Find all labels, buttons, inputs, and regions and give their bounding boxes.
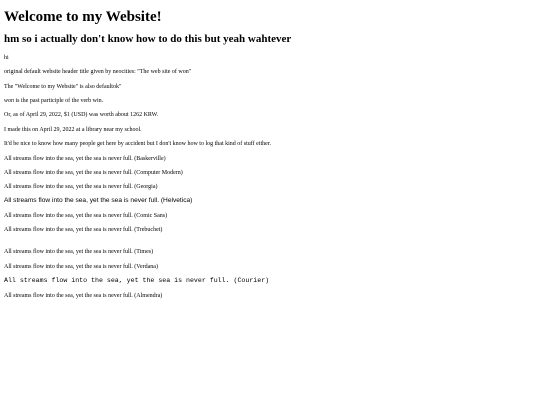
- won-word: won: [4, 98, 15, 104]
- paragraph-visitor-logging: It'd be nice to know how many people get here by accident but I don't know how to log that kind of stuff either.: [4, 141, 271, 147]
- sample-verdana: All streams flow into the sea, yet the sea is never full. (Verdana): [4, 264, 158, 270]
- sample-computer-modern: All streams flow into the sea, yet the sea is never full. (Computer Modern): [4, 170, 183, 176]
- sample-times: All streams flow into the sea, yet the sea is never full. (Times): [4, 249, 154, 255]
- paragraph-exchange-rate: Or, as of April 29, 2022, $1 (USD) was worth about 1262 KRW.: [4, 112, 159, 118]
- sample-courier: All streams flow into the sea, yet the sea is never full. (Courier): [4, 277, 270, 284]
- paragraph-neocities-title: original default website header title given by neocities: "The web site of won": [4, 69, 192, 75]
- paragraph-made-at-library: I made this on April 29, 2022 at a library near my school.: [4, 127, 142, 133]
- page-subtitle: hm so i actually don't know how to do this but yeah wahtever: [4, 33, 292, 45]
- sample-trebuchet: All streams flow into the sea, yet the sea is never full. (Trebuchet): [4, 227, 163, 233]
- sample-georgia: All streams flow into the sea, yet the sea is never full. (Georgia): [4, 184, 158, 190]
- paragraph-won-definition: [4, 97, 103, 105]
- sample-almendra: All streams flow into the sea, yet the sea is never full. (Almendra): [4, 293, 163, 299]
- page-title: Welcome to my Website!: [4, 9, 162, 25]
- sample-helvetica: All streams flow into the sea, yet the sea is never full. (Helvetica): [4, 197, 193, 204]
- sample-baskerville: All streams flow into the sea, yet the sea is never full. (Baskerville): [4, 156, 166, 162]
- paragraph-welcome-default: The "Welcome to my Website" is also defaultok": [4, 84, 122, 90]
- paragraph-hi: hi: [4, 55, 9, 61]
- sample-comic-sans: All streams flow into the sea, yet the sea is never full. (Comic Sans): [4, 213, 168, 219]
- won-definition-text: is the past participle of the verb win.: [15, 98, 104, 104]
